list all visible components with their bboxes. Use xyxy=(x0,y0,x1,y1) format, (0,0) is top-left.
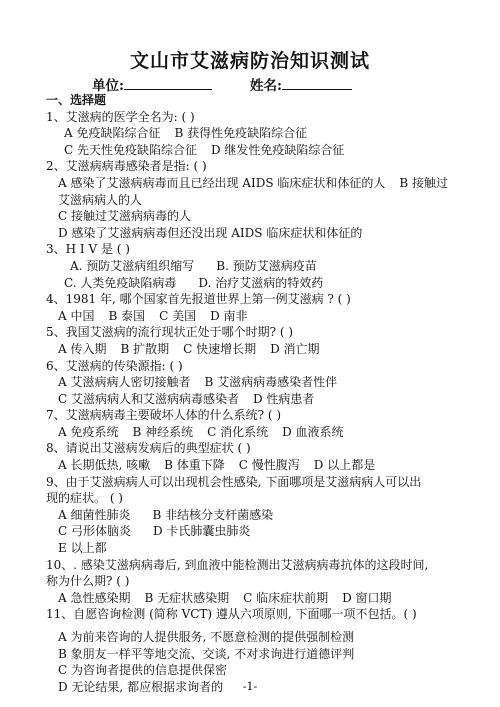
q8-stem: 8、请说出艾滋病发病后的典型症状 ( ) xyxy=(46,441,251,456)
q6-options-ab xyxy=(46,374,476,391)
q3-option-a: A. 预防艾滋病组织缩写 xyxy=(70,258,195,273)
unit-field xyxy=(92,74,212,94)
q10-option-b: B 无症状感染期 xyxy=(144,590,230,605)
q8-option-b: B 体重下降 xyxy=(164,458,225,473)
q7-option-a: A 免疫系统 xyxy=(58,424,119,439)
q11-stem: 11、自愿咨询检测 (简称 VCT) 遵从六项原则, 下面哪一项不包括。( ) xyxy=(46,607,417,622)
q5-options xyxy=(46,341,476,358)
q3-option-b: B. 预防艾滋病疫苗 xyxy=(216,258,317,273)
q4-option-a: A 中国 xyxy=(58,308,95,323)
name-field xyxy=(250,74,352,94)
q10-options xyxy=(46,590,476,607)
q1-option-a: A 免疫缺陷综合征 xyxy=(64,126,161,141)
q7-option-b: B 神经系统 xyxy=(132,424,194,439)
q8-option-a: A 长期低热, 咳嗽 xyxy=(58,458,151,473)
q2-stem: 2、艾滋病病毒感染者是指: ( ) xyxy=(46,159,207,174)
q9-option-d: D 卡氏肺囊虫肺炎 xyxy=(153,524,251,539)
q9-option-c: C 弓形体脑炎 xyxy=(58,524,131,539)
name-label: 姓名: xyxy=(250,78,282,94)
q3-options-ab xyxy=(46,258,476,275)
q9-stem-line1: 9、由于艾滋病病人可以出现机会性感染, 下面哪项是艾滋病病人可以出 xyxy=(46,474,422,489)
q4-option-d: D 南非 xyxy=(210,308,248,323)
q11-option-b: B 象朋友一样平等地交流、交谈, 不对求询进行道德评判 xyxy=(58,646,355,661)
q4-option-c: C 美国 xyxy=(159,308,197,323)
unit-label: 单位: xyxy=(92,78,124,94)
q8-option-c: C 慢性腹泻 xyxy=(238,458,300,473)
q10-option-a: A 急性感染期 xyxy=(58,590,131,605)
q9-options-ab xyxy=(46,507,476,524)
q2-option-b-cont: 艾滋病病人的人 xyxy=(58,192,143,207)
q1-stem: 1、艾滋病的医学全名为: ( ) xyxy=(46,109,195,124)
q5-option-a: A 传入期 xyxy=(58,341,107,356)
q6-option-c: C 艾滋病病人和艾滋病病毒感染者 xyxy=(58,391,239,406)
question-list xyxy=(46,92,476,695)
q7-stem: 7、艾滋病病毒主要破坏人体的什么系统? ( ) xyxy=(46,408,282,423)
q5-option-c: C 快速增长期 xyxy=(183,341,257,356)
q10-stem-line1: 10、. 感染艾滋病病毒后, 到血液中能检测出艾滋病病毒抗体的这段时间, xyxy=(46,557,429,572)
q11-option-a: A 为前来咨询的人提供服务, 不愿意检测的提供强制检测 xyxy=(58,630,355,644)
q2-option-b: B 接触过 xyxy=(399,175,449,190)
q10-option-c: C 临床症状前期 xyxy=(243,590,329,605)
q5-stem: 5、我国艾滋病的流行现状正处于哪个时期? ( ) xyxy=(46,325,294,340)
q6-options-cd xyxy=(46,391,476,408)
q10-option-d: D 窗口期 xyxy=(342,590,392,605)
q10-stem-line2: 称为什么期? ( ) xyxy=(46,574,130,589)
q4-option-b: B 泰国 xyxy=(108,308,146,323)
q2-option-a: A 感染了艾滋病病毒而且已经出现 AIDS 临床症状和体征的人 xyxy=(58,175,386,190)
q1-options-ab xyxy=(46,125,476,142)
q4-stem: 4、1981 年, 哪个国家首先报道世界上第一例艾滋病 ? ( ) xyxy=(46,292,351,307)
q6-stem: 6、艾滋病的传染源指: ( ) xyxy=(46,358,183,373)
q7-options xyxy=(46,424,476,441)
q6-option-d: D 性病患者 xyxy=(253,391,315,406)
page-number: -1- xyxy=(242,680,258,693)
unit-blank xyxy=(124,77,212,90)
q9-options-cd xyxy=(46,523,476,540)
q5-option-b: B 扩散期 xyxy=(120,341,170,356)
q3-options-cd xyxy=(46,275,476,292)
q7-option-c: C 消化系统 xyxy=(207,424,269,439)
q1-option-d: D 继发性免疫缺陷综合征 xyxy=(211,142,345,157)
q3-stem: 3、H I V 是 ( ) xyxy=(46,242,130,257)
q2-option-d: D 感染了艾滋病病毒但还没出现 AIDS 临床症状和体征的 xyxy=(58,225,363,240)
q5-option-d: D 消亡期 xyxy=(270,341,320,356)
q8-options xyxy=(46,457,476,474)
q9-option-b: B 非结核分支杆菌感染 xyxy=(152,507,274,522)
q2-options-ab xyxy=(46,175,476,192)
q3-option-c: C. 人类免疫缺陷病毒 xyxy=(64,275,177,290)
q11-option-d: D 无论结果, 都应根据求询者的 xyxy=(58,679,224,694)
q8-option-d: D 以上都是 xyxy=(313,458,376,473)
q9-stem-line2: 现的症状。 ( ) xyxy=(46,491,123,506)
q9-option-e: E 以上都 xyxy=(58,541,107,556)
q6-option-a: A 艾滋病病人密切接触者 xyxy=(58,375,191,390)
q1-option-b: B 获得性免疫缺陷综合征 xyxy=(174,126,308,141)
q11-option-c: C 为咨询者提供的信息提供保密 xyxy=(58,663,227,678)
name-blank xyxy=(282,77,352,90)
q1-options-cd xyxy=(46,142,476,159)
q7-option-d: D 血液系统 xyxy=(282,424,344,439)
section-heading: 一、选择题 xyxy=(46,93,107,107)
page-title: 文山市艾滋病防治知识测试 xyxy=(129,50,370,72)
q6-option-b: B 艾滋病病毒感染者性伴 xyxy=(204,375,338,390)
q4-options xyxy=(46,308,476,325)
q2-option-c: C 接触过艾滋病病毒的人 xyxy=(58,209,191,224)
q3-option-d: D. 治疗艾滋病的特效药 xyxy=(198,275,324,290)
q9-option-a: A 细菌性肺炎 xyxy=(58,507,131,522)
q1-option-c: C 先天性免疫缺陷综合征 xyxy=(64,142,197,157)
